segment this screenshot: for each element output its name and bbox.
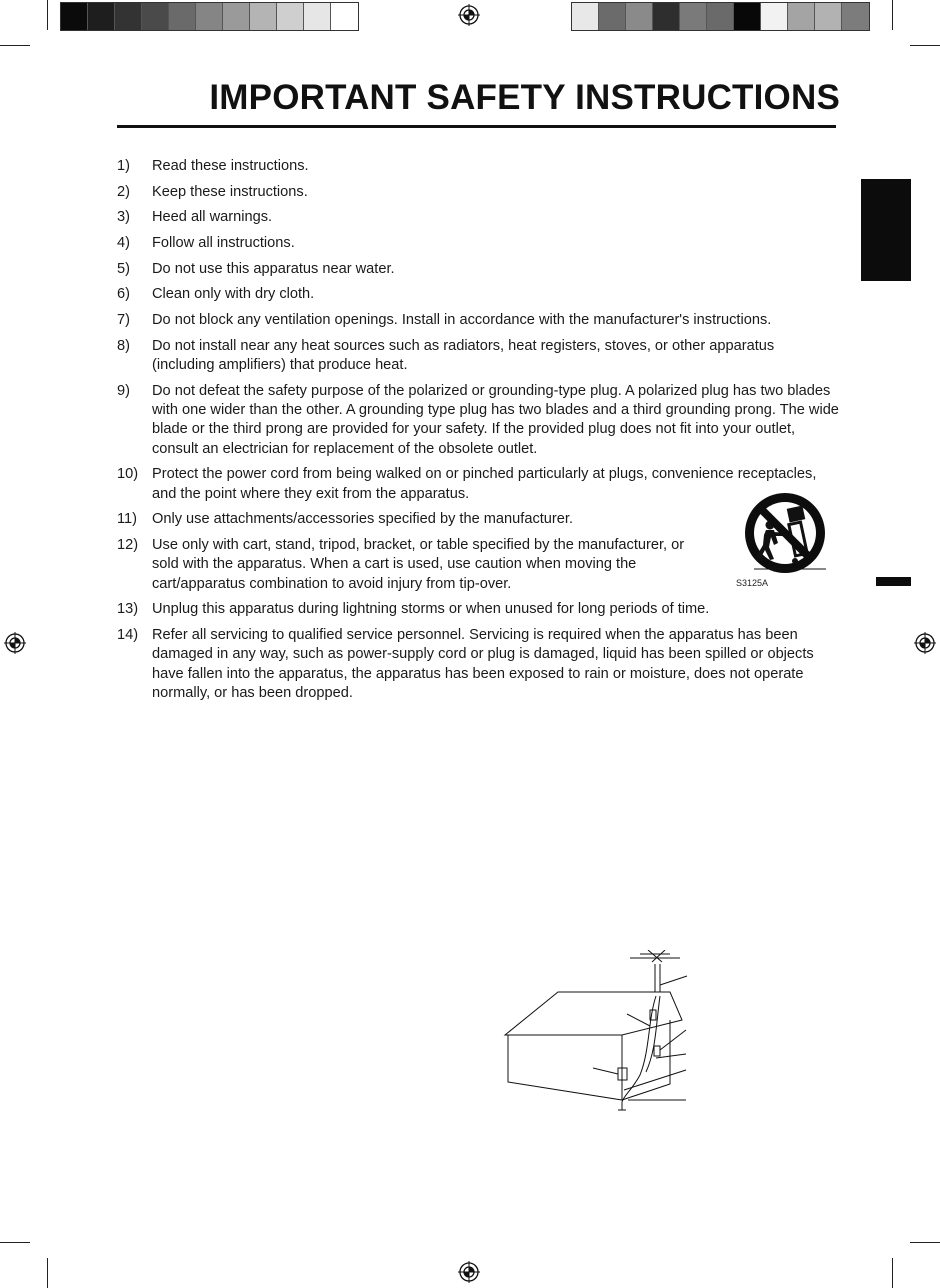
instruction-item — [117, 465, 839, 504]
title-underline — [117, 125, 836, 128]
instruction-text: Use only with cart, stand, tripod, bracket, or table specified by the manufacturer, or sold with the apparatus. When a cart is used, use caution when moving the cart/apparatus combination to avoid injury from tip-over. — [152, 537, 685, 592]
cart-icon-label: S3125A — [736, 578, 769, 588]
calibration-swatch — [142, 3, 169, 30]
calibration-swatch — [115, 3, 142, 30]
antenna-grounding-diagram — [500, 950, 695, 1112]
section-tab-marker — [876, 577, 911, 586]
instruction-number: 7) — [117, 312, 130, 329]
calibration-swatch — [653, 3, 680, 30]
instruction-text: Do not install near any heat sources such as radiators, heat registers, stoves, or other apparatus (including amplifiers) that produce heat. — [152, 337, 775, 374]
crop-mark — [892, 1258, 893, 1288]
instruction-list — [117, 157, 839, 710]
calibration-swatch — [788, 3, 815, 30]
instruction-number: 14) — [117, 627, 139, 644]
calibration-swatch — [331, 3, 358, 30]
instruction-item — [117, 510, 839, 529]
registration-mark-icon — [458, 1261, 480, 1283]
calibration-swatch — [680, 3, 707, 30]
instruction-number: 2) — [117, 183, 130, 200]
instruction-number: 5) — [117, 260, 130, 277]
calibration-swatch — [223, 3, 250, 30]
calibration-swatch — [815, 3, 842, 30]
instruction-number: 6) — [117, 286, 130, 303]
crop-mark — [47, 1258, 48, 1288]
calibration-swatch — [707, 3, 734, 30]
calibration-swatch — [304, 3, 331, 30]
instruction-number: 3) — [117, 209, 130, 226]
instruction-item — [117, 208, 839, 227]
registration-mark-icon — [458, 4, 480, 26]
calibration-swatch — [599, 3, 626, 30]
instruction-number: 11) — [117, 511, 138, 528]
crop-mark — [47, 0, 48, 30]
registration-mark-icon — [914, 632, 936, 654]
calibration-swatch — [250, 3, 277, 30]
instruction-item — [117, 183, 839, 202]
instruction-text: Follow all instructions. — [152, 235, 295, 252]
instruction-item — [117, 234, 839, 253]
instruction-number: 13) — [117, 601, 139, 618]
instruction-item — [117, 311, 839, 330]
calibration-bar-right — [571, 2, 870, 31]
crop-mark — [0, 45, 30, 46]
calibration-swatch — [277, 3, 304, 30]
instruction-item — [117, 285, 839, 304]
crop-mark — [0, 1242, 30, 1243]
instruction-number: 8) — [117, 337, 130, 354]
registration-mark-icon — [4, 632, 26, 654]
instruction-item — [117, 626, 839, 703]
instruction-item — [117, 536, 839, 594]
crop-mark — [910, 45, 940, 46]
calibration-bar-left — [60, 2, 359, 31]
instruction-text: Do not block any ventilation openings. Install in accordance with the manufacturer's instructions. — [152, 312, 772, 329]
section-tab — [861, 179, 911, 281]
instruction-number: 1) — [117, 158, 130, 174]
instruction-item — [117, 337, 839, 376]
cart-tip-over-warning-icon — [740, 493, 830, 579]
instruction-text: Keep these instructions. — [152, 183, 308, 200]
instruction-number: 9) — [117, 382, 130, 399]
instruction-number: 10) — [117, 466, 139, 483]
calibration-swatch — [169, 3, 196, 30]
calibration-swatch — [196, 3, 223, 30]
crop-mark — [892, 0, 893, 30]
instruction-number: 12) — [117, 537, 139, 554]
instruction-text: Unplug this apparatus during lightning storms or when unused for long periods of time. — [152, 601, 710, 618]
calibration-swatch — [61, 3, 88, 30]
calibration-swatch — [734, 3, 761, 30]
instruction-text: Only use attachments/accessories specified by the manufacturer. — [152, 511, 573, 528]
instruction-text: Do not use this apparatus near water. — [152, 260, 395, 277]
calibration-swatch — [626, 3, 653, 30]
page-title: IMPORTANT SAFETY INSTRUCTIONS — [209, 78, 840, 117]
instruction-text: Heed all warnings. — [152, 209, 273, 226]
instruction-text: Read these instructions. — [152, 158, 309, 174]
instruction-item — [117, 157, 839, 176]
instruction-text: Clean only with dry cloth. — [152, 286, 315, 303]
instruction-item — [117, 382, 839, 459]
instruction-text: Do not defeat the safety purpose of the polarized or grounding-type plug. A polarized plug has two blades with one wider than the other. A grounding type plug has two blades and a third grounding prong. The wide blade or the third prong are provided for your safety. If the provided plug does not fit into your outlet, consult an electrician for replacement of the obsolete outlet. — [152, 382, 839, 457]
instruction-text: Protect the power cord from being walked on or pinched particularly at plugs, convenience receptacles, and the point where they exit from the apparatus. — [152, 466, 817, 502]
calibration-swatch — [761, 3, 788, 30]
instruction-item — [117, 600, 839, 619]
instruction-text: Refer all servicing to qualified service personnel. Servicing is required when the apparatus has been damaged in any way, such as power-supply cord or plug is damaged, liquid has been spilled or objects have fallen into the apparatus, the apparatus has been exposed to rain or moisture, does not operate normally, or has been dropped. — [152, 627, 814, 701]
calibration-swatch — [572, 3, 599, 30]
calibration-swatch — [842, 3, 869, 30]
calibration-swatch — [88, 3, 115, 30]
crop-mark — [910, 1242, 940, 1243]
instruction-item — [117, 260, 839, 279]
instruction-number: 4) — [117, 235, 130, 252]
